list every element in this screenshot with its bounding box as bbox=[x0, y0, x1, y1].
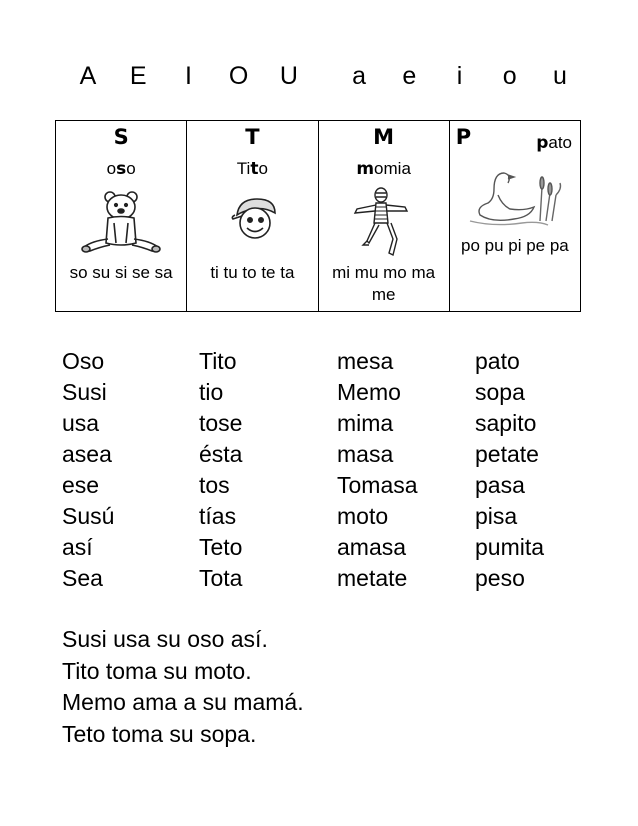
vowel: A bbox=[79, 62, 97, 90]
list-item: mima bbox=[337, 410, 394, 436]
list-item: Oso bbox=[62, 348, 105, 374]
list-item: ésta bbox=[199, 441, 243, 467]
vowel: E bbox=[129, 62, 147, 90]
list-item: amasa bbox=[337, 534, 407, 560]
vowel: O bbox=[228, 62, 249, 90]
list-item: Sea bbox=[62, 565, 103, 591]
syllables: ti tu to te ta bbox=[210, 263, 295, 282]
list-item: Susi bbox=[62, 379, 107, 405]
list-item: tio bbox=[199, 379, 224, 405]
syllables: mi mu mo ma me bbox=[332, 263, 436, 304]
letter-heading: P bbox=[455, 125, 472, 149]
list-item: sapito bbox=[475, 410, 537, 436]
word-column-p bbox=[475, 346, 582, 594]
sentence: Tito toma su moto. bbox=[62, 657, 252, 684]
word-column-t bbox=[199, 346, 337, 594]
vowel: e bbox=[402, 62, 417, 90]
list-item: peso bbox=[475, 565, 525, 591]
letter-heading: S bbox=[113, 125, 129, 149]
word-column-m bbox=[337, 346, 475, 594]
letter-table bbox=[55, 120, 581, 312]
word-grid bbox=[62, 346, 582, 594]
syllables: po pu pi pe pa bbox=[460, 236, 569, 255]
list-item: tías bbox=[199, 503, 237, 529]
letter-cell-s bbox=[56, 121, 187, 312]
list-item: masa bbox=[337, 441, 394, 467]
list-item: usa bbox=[62, 410, 100, 436]
key-word: Tito bbox=[236, 159, 268, 179]
vowel: I bbox=[184, 62, 192, 90]
sentence: Memo ama a su mamá. bbox=[62, 689, 304, 715]
list-item: Tito bbox=[199, 348, 237, 374]
list-item: sopa bbox=[475, 379, 525, 405]
list-item: así bbox=[62, 534, 93, 560]
list-item: moto bbox=[337, 503, 389, 529]
letter-heading: M bbox=[373, 125, 395, 149]
word-column-s bbox=[62, 346, 199, 594]
vowel: a bbox=[352, 62, 367, 90]
list-item: pisa bbox=[475, 503, 518, 529]
syllables: so su si se sa bbox=[69, 263, 173, 282]
list-item: metate bbox=[337, 565, 408, 591]
list-item: Tomasa bbox=[337, 472, 418, 498]
vowel: i bbox=[456, 62, 463, 90]
letter-heading: T bbox=[245, 125, 260, 149]
letter-cell-t bbox=[187, 121, 318, 312]
list-item: Tota bbox=[199, 565, 243, 591]
list-item: tos bbox=[199, 472, 230, 498]
list-item: tose bbox=[199, 410, 243, 436]
key-word: pato bbox=[536, 133, 572, 153]
sentence: Teto toma su sopa. bbox=[62, 720, 257, 747]
bear-icon bbox=[78, 187, 164, 255]
list-item: Memo bbox=[337, 379, 401, 405]
vowel: u bbox=[553, 62, 567, 90]
vowel-row bbox=[74, 62, 574, 96]
key-word: oso bbox=[106, 159, 136, 179]
list-item: mesa bbox=[337, 348, 394, 374]
sentence-list bbox=[62, 624, 304, 750]
list-item: pasa bbox=[475, 472, 525, 498]
sentence: Susi usa su oso así. bbox=[62, 626, 268, 652]
key-word: momia bbox=[356, 159, 411, 179]
list-item: asea bbox=[62, 441, 112, 467]
list-item: Teto bbox=[199, 534, 243, 560]
list-item: petate bbox=[475, 441, 539, 467]
mummy-icon bbox=[349, 185, 413, 257]
child-cap-icon bbox=[231, 195, 279, 241]
swan-icon bbox=[464, 165, 564, 231]
list-item: pato bbox=[475, 348, 520, 374]
list-item: pumita bbox=[475, 534, 545, 560]
list-item: Susú bbox=[62, 503, 115, 529]
letter-cell-m bbox=[318, 121, 449, 312]
vowel: U bbox=[279, 62, 298, 90]
list-item: ese bbox=[62, 472, 100, 498]
letter-cell-p bbox=[449, 121, 580, 312]
vowel: o bbox=[502, 62, 517, 90]
